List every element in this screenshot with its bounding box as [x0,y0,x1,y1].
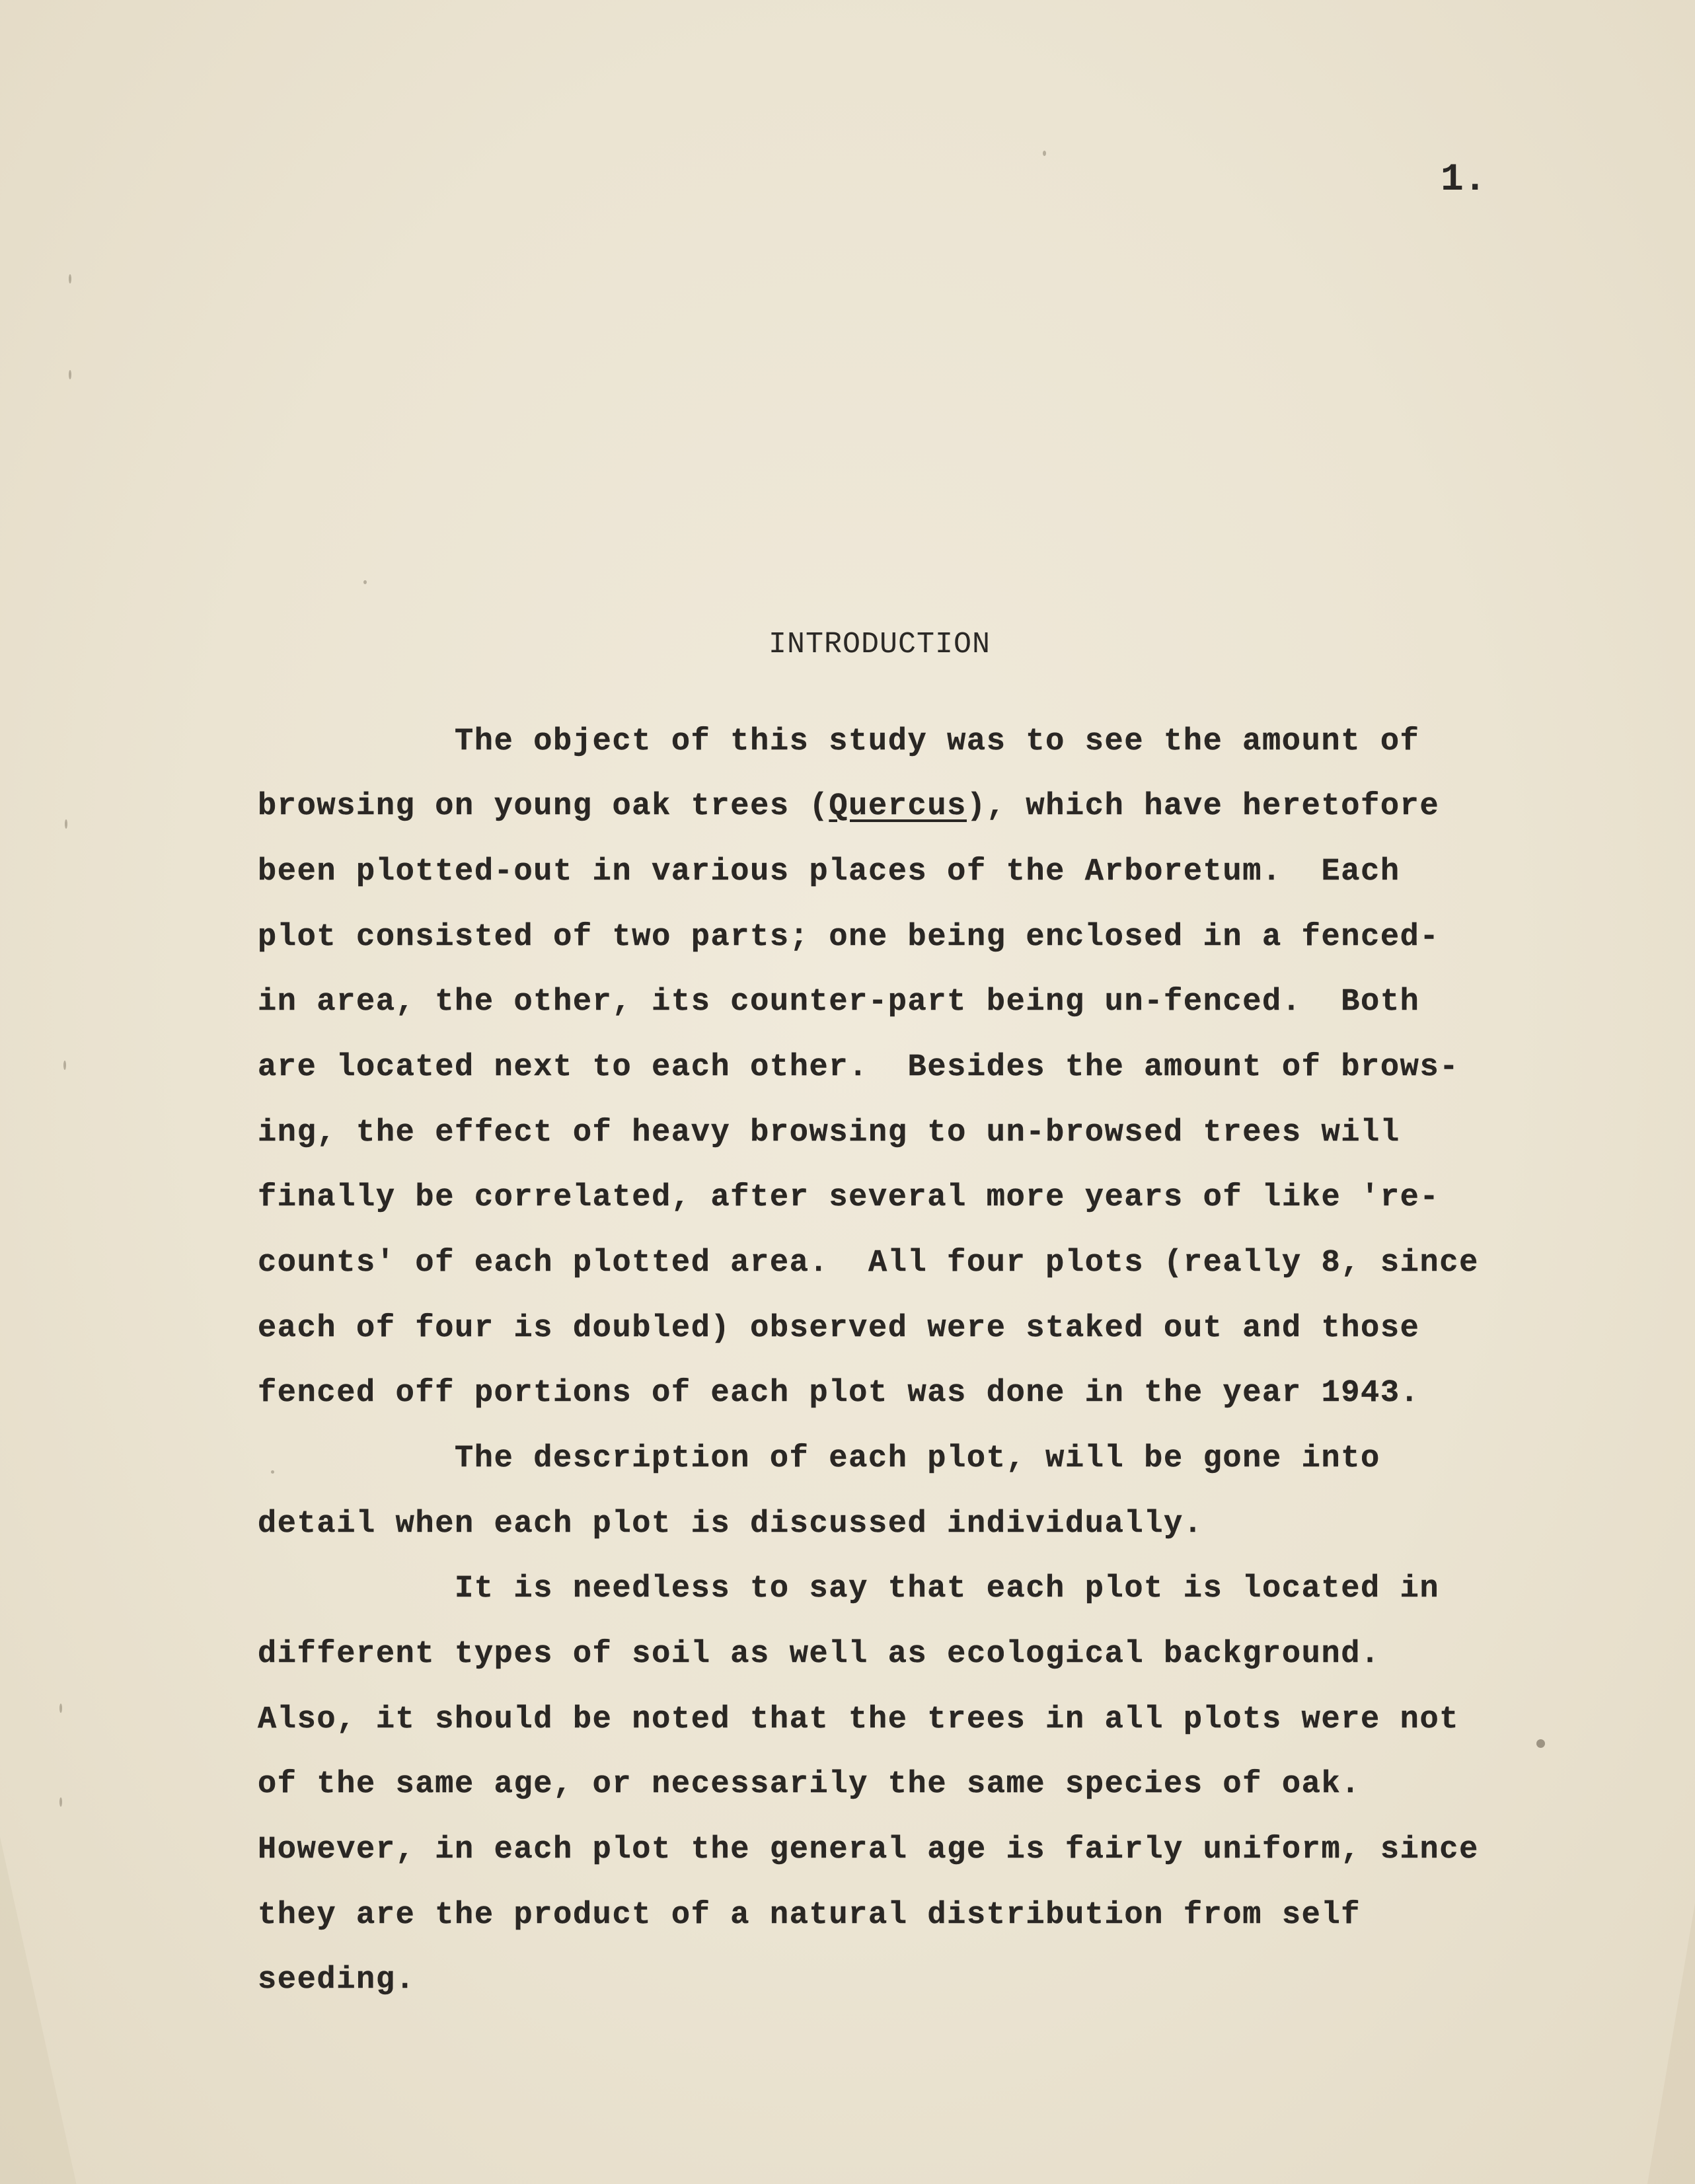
text-line: Also, it should be noted that the trees in all plots were not [258,1702,1460,1737]
paper-speck [363,580,367,584]
paper-speck [59,1797,62,1807]
page-fold-shadow-left [0,1837,139,2184]
text-line: counts' of each plotted area. All four plots (really 8, since [258,1246,1479,1281]
text-line: finally be correlated, after several more years of like 're- [258,1180,1440,1215]
text-line: The object of this study was to see the amount of [455,724,1420,759]
text-line: The description of each plot, will be gone into [455,1441,1380,1476]
page-fold-shadow-right [1616,1903,1695,2184]
paper-speck [1536,1739,1545,1748]
text-line: browsing on young oak trees (Quercus), which have heretofore [258,789,1440,824]
page-number: 1. [1441,159,1487,202]
paper-speck [69,370,71,379]
text-line: each of four is doubled) observed were staked out and those [258,1311,1420,1346]
text-line: are located next to each other. Besides the amount of brows- [258,1050,1460,1085]
scientific-name: Quercus [829,789,967,824]
text-line: seeding. [258,1963,416,1998]
paper-speck [63,1061,66,1070]
text-line: However, in each plot the general age is fairly uniform, since [258,1832,1479,1867]
text-line: ing, the effect of heavy browsing to un-browsed trees will [258,1115,1400,1150]
text-line: different types of soil as well as ecological background. [258,1637,1380,1672]
paper-speck [59,1704,62,1713]
text-line: been plotted-out in various places of the Arboretum. Each [258,854,1400,889]
paper-speck [271,1470,274,1474]
text-line: in area, the other, its counter-part being un-fenced. Both [258,985,1420,1020]
text-line: fenced off portions of each plot was done in the year 1943. [258,1376,1420,1411]
text-line: plot consisted of two parts; one being enclosed in a fenced- [258,920,1440,955]
text-line: of the same age, or necessarily the same species of oak. [258,1767,1361,1802]
paper-speck [65,819,67,829]
paper-speck [1043,151,1046,156]
text-line: they are the product of a natural distribution from self [258,1898,1361,1933]
section-title: INTRODUCTION [769,628,991,661]
text-line: It is needless to say that each plot is located in [455,1571,1440,1606]
text-line: detail when each plot is discussed individually. [258,1507,1203,1542]
paper-speck [69,274,71,283]
